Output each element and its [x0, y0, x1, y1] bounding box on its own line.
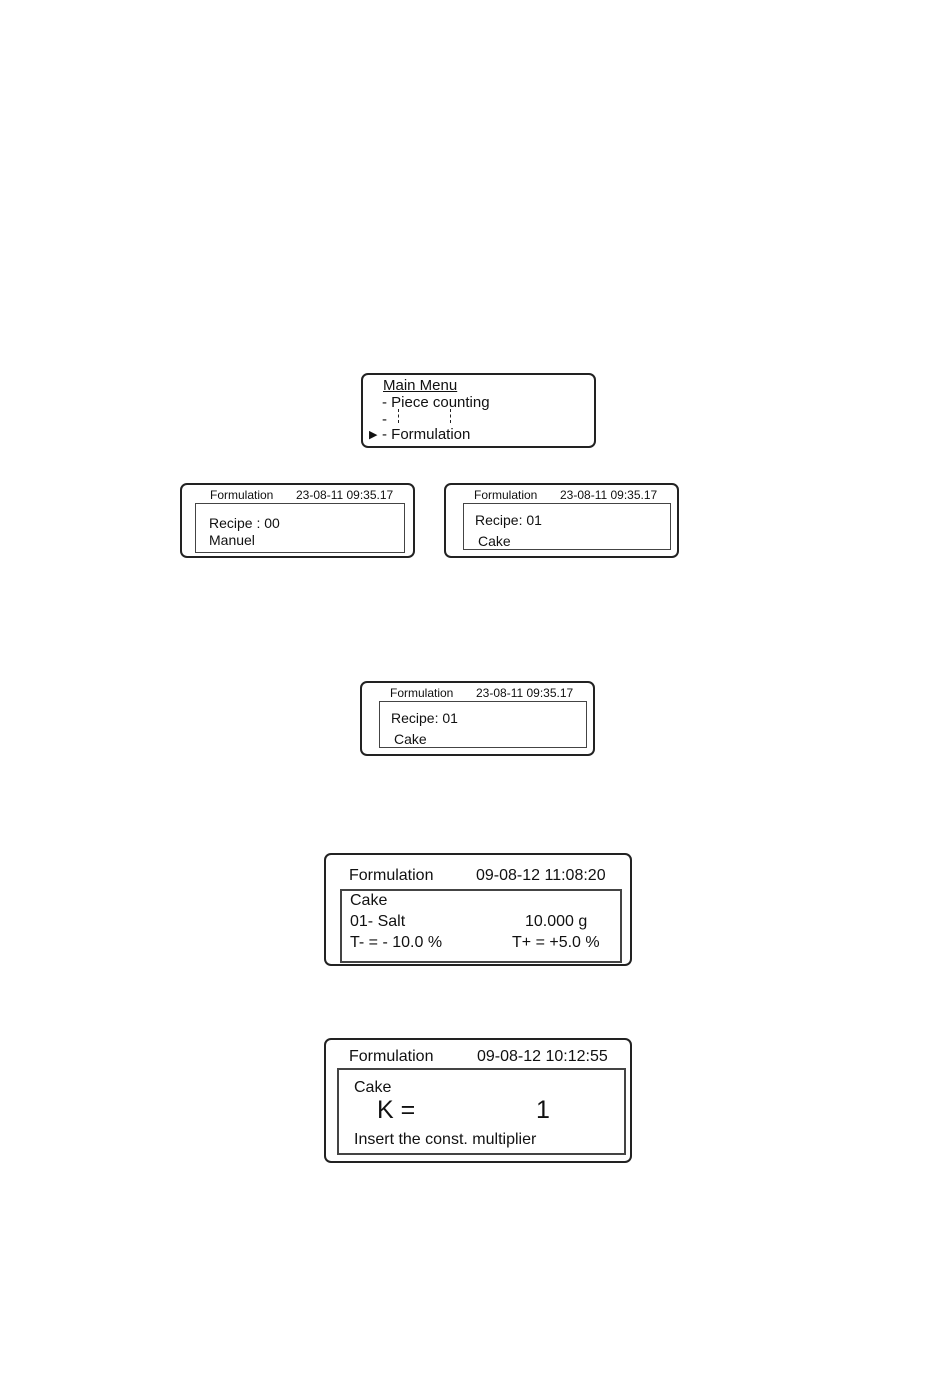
- display-recipe-00: [180, 483, 415, 558]
- display-header-datetime: 23-08-11 09:35.17: [296, 488, 394, 502]
- recipe-number-line: Recipe : 00: [209, 515, 280, 531]
- multiplier-label: K =: [377, 1096, 416, 1124]
- recipe-name: Cake: [350, 892, 388, 909]
- menu-item-piece-counting[interactable]: - Piece counting: [382, 394, 490, 411]
- ellipsis-dots-right: [450, 409, 451, 423]
- display-recipe-01-b: [360, 681, 595, 756]
- display-header-datetime: 23-08-11 09:35.17: [476, 686, 574, 700]
- recipe-name-line: Manuel: [209, 532, 255, 548]
- display-header-title: Formulation: [349, 867, 434, 884]
- display-body-frame: [340, 889, 622, 963]
- display-header-datetime: 09-08-12 10:12:55: [477, 1048, 608, 1065]
- menu-item-ellipsis: -: [382, 411, 387, 428]
- display-header-title: Formulation: [349, 1048, 434, 1065]
- recipe-number-line: Recipe: 01: [475, 512, 542, 528]
- display-body-frame: [463, 503, 671, 550]
- play-right-icon: ▶: [369, 429, 378, 441]
- recipe-number-line: Recipe: 01: [391, 710, 458, 726]
- display-header-title: Formulation: [390, 686, 454, 700]
- display-ingredient: [324, 853, 632, 966]
- display-body-frame: [195, 503, 405, 553]
- main-menu-title: Main Menu: [383, 377, 458, 394]
- recipe-name-line: Cake: [478, 533, 511, 549]
- multiplier-prompt: Insert the const. multiplier: [354, 1131, 537, 1148]
- display-header-datetime: 23-08-11 09:35.17: [560, 488, 658, 502]
- ellipsis-dots-left: [398, 409, 399, 423]
- display-body-frame: [379, 701, 587, 748]
- ingredient-name: 01- Salt: [350, 913, 406, 930]
- menu-item-formulation[interactable]: - Formulation: [382, 426, 471, 443]
- tolerance-minus: T- = - 10.0 %: [350, 934, 443, 951]
- display-header-datetime: 09-08-12 11:08:20: [476, 867, 606, 884]
- main-menu-display: [361, 373, 596, 448]
- display-header-title: Formulation: [474, 488, 538, 502]
- display-header-title: Formulation: [210, 488, 274, 502]
- ingredient-weight: 10.000 g: [525, 913, 588, 930]
- recipe-name-line: Cake: [394, 731, 427, 747]
- tolerance-plus: T+ = +5.0 %: [512, 934, 600, 951]
- recipe-name: Cake: [354, 1079, 392, 1096]
- display-body-frame: [337, 1068, 626, 1155]
- multiplier-value[interactable]: 1: [536, 1096, 550, 1124]
- display-multiplier: [324, 1038, 632, 1163]
- display-recipe-01-a: [444, 483, 679, 558]
